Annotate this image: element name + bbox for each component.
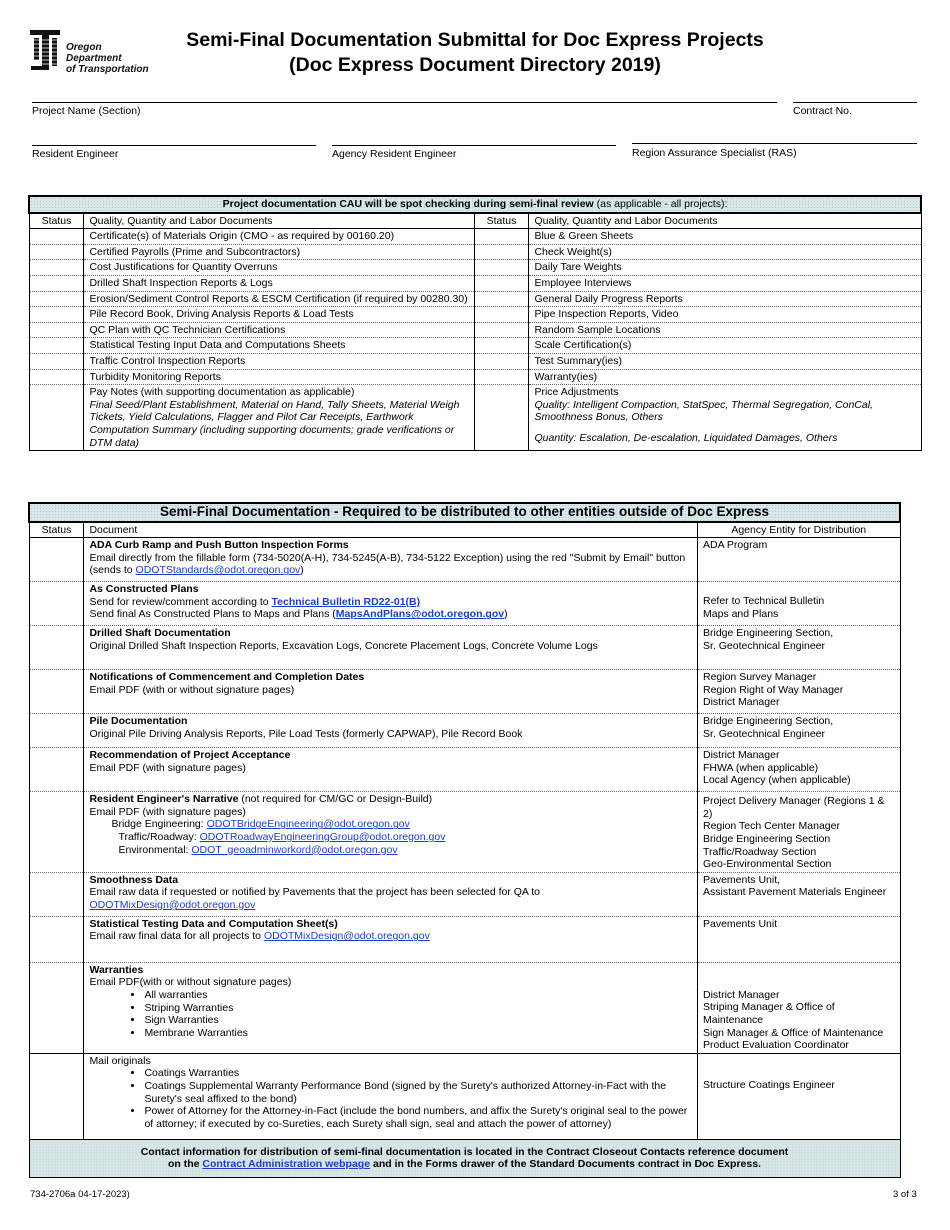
table-row (29, 748, 900, 792)
cau-spot-check-table (28, 195, 922, 451)
status-cell[interactable] (474, 260, 529, 276)
table-row (29, 275, 921, 291)
traffic-email-link[interactable]: ODOTRoadwayEngineeringGroup@odot.oregon.gov (199, 830, 446, 843)
doc-cell: Traffic Control Inspection Reports (84, 353, 474, 369)
entity-line: FHWA (when applicable) (703, 761, 819, 774)
agency-line-2: Department (66, 53, 122, 64)
cau-table-title-note: (as applicable - all projects): (593, 198, 728, 210)
narrative-title: Resident Engineer's Narrative (89, 793, 239, 806)
drilled-title: Drilled Shaft Documentation (89, 627, 231, 640)
status-cell[interactable] (29, 714, 84, 748)
title-line-2: (Doc Express Document Directory 2019) (289, 54, 661, 76)
status-cell[interactable] (29, 385, 84, 451)
status-cell[interactable] (29, 872, 84, 916)
recommend-line-1: Email PDF (with signature pages) (89, 761, 246, 774)
entity-line: Assistant Pavement Materials Engineer (703, 886, 887, 899)
status-cell[interactable] (29, 1053, 84, 1139)
mix-design-email-link[interactable]: ODOTMixDesign@odot.oregon.gov (263, 930, 430, 943)
doc-cell: Test Summary(ies) (529, 353, 921, 369)
doc-cell: Certificate(s) of Materials Origin (CMO - as required by 00160.20) (84, 229, 474, 245)
narrative-title-note: (not required for CM/GC or Design-Build) (238, 793, 433, 806)
status-cell[interactable] (474, 353, 529, 369)
status-column-header: Status (474, 213, 529, 229)
agency-line-3: of Transportation (66, 64, 149, 75)
price-adjustments-quality: Quality: Intelligent Compaction, StatSpec, Thermal Segregation, ConCal, Smoothness Bonus, Others (534, 398, 873, 424)
doc-cell: Pile Record Book, Driving Analysis Reports & Load Tests (84, 307, 474, 323)
entity-line: Bridge Engineering Section, (703, 715, 834, 728)
resident-engineer-line[interactable] (32, 145, 316, 146)
asbuilt-line-2-pre: Send final As Constructed Plans to Maps and Plans ( (89, 608, 336, 621)
drilled-line-1: Original Drilled Shaft Inspection Reports, Excavation Logs, Concrete Placement Logs, Concrete Volume Logs (89, 639, 598, 652)
entity-line: Sign Manager & Office of Maintenance (703, 1026, 884, 1039)
mail-line-1: Mail originals (89, 1054, 151, 1067)
ada-title: ADA Curb Ramp and Push Button Inspection Forms (89, 539, 349, 552)
table-row (29, 582, 900, 626)
status-cell[interactable] (29, 307, 84, 323)
doc-cell: Certified Payrolls (Prime and Subcontractors) (84, 244, 474, 260)
bridge-email-link[interactable]: ODOTBridgeEngineering@odot.oregon.gov (206, 818, 410, 831)
status-cell[interactable] (29, 244, 84, 260)
asbuilt-line-1-pre: Send for review/comment according to (89, 595, 272, 608)
ras-line[interactable] (632, 143, 917, 144)
doc-cell: General Daily Progress Reports (529, 291, 921, 307)
entity-line: Bridge Engineering Section (703, 832, 831, 845)
doc-cell (84, 962, 698, 1053)
status-cell[interactable] (474, 369, 529, 385)
entity-cell (698, 582, 901, 626)
status-cell[interactable] (474, 291, 529, 307)
narrative-bridge (89, 818, 692, 831)
entity-line: Project Delivery Manager (Regions 1 & 2) (703, 795, 885, 820)
agency-resident-engineer-label: Agency Resident Engineer (332, 148, 457, 160)
table-row (29, 626, 900, 670)
docs-column-header: Quality, Quantity and Labor Documents (84, 213, 474, 229)
doc-cell: Cost Justifications for Quantity Overruns (84, 260, 474, 276)
doc-cell: QC Plan with QC Technician Certifications (84, 322, 474, 338)
entity-line: District Manager (703, 988, 780, 1001)
status-column-header: Status (29, 213, 84, 229)
entity-line: Region Right of Way Manager (703, 683, 844, 696)
status-cell[interactable] (29, 369, 84, 385)
asbuilt-title: As Constructed Plans (89, 583, 199, 596)
table-row (29, 1053, 900, 1139)
entity-line: Structure Coatings Engineer (703, 1078, 835, 1091)
list-item: • Power of Attorney for the Attorney-in-Fact (include the bond numbers, and affix the Surety's original seal to the power of attorney; if executed by co-Sureties, each Surety shall sign, seal and attach the power of attorney) (144, 1105, 692, 1130)
footer-line-2-pre: on the (168, 1158, 203, 1171)
cau-table-header (29, 196, 921, 213)
status-cell[interactable] (29, 916, 84, 962)
list-item: • Coatings Warranties (144, 1067, 692, 1080)
narrative-line-1: Email PDF (with signature pages) (89, 805, 246, 818)
list-item: • Striping Warranties (144, 1002, 692, 1015)
doc-cell (84, 792, 698, 873)
doc-cell (84, 872, 698, 916)
status-cell[interactable] (474, 385, 529, 451)
contract-admin-link[interactable]: Contract Administration webpage (202, 1158, 371, 1171)
pay-notes-title: Pay Notes (with supporting documentation as applicable) (89, 386, 355, 399)
table-row (29, 338, 921, 354)
doc-cell: Turbidity Monitoring Reports (84, 369, 474, 385)
env-email-link[interactable]: ODOT_geoadminworkord@odot.oregon.gov (191, 843, 398, 856)
status-cell[interactable] (29, 792, 84, 873)
status-cell[interactable] (474, 322, 529, 338)
status-cell[interactable] (29, 582, 84, 626)
ras-label: Region Assurance Specialist (RAS) (632, 147, 797, 159)
doc-cell (84, 582, 698, 626)
status-cell[interactable] (29, 538, 84, 582)
table-row (29, 962, 900, 1053)
doc-cell (84, 538, 698, 582)
ada-email-link[interactable]: ODOTStandards@odot.oregon.gov (135, 564, 301, 577)
table-row (29, 353, 921, 369)
entity-cell: ADA Program (698, 538, 901, 582)
warranties-list (89, 989, 692, 1039)
doc-cell: Drilled Shaft Inspection Reports & Logs (84, 275, 474, 291)
status-cell[interactable] (29, 229, 84, 245)
cau-column-headers (29, 213, 921, 229)
document-column-header: Document (84, 522, 698, 538)
entity-line: Bridge Engineering Section, (703, 627, 834, 640)
warranties-title: Warranties (89, 963, 144, 976)
table-row (29, 385, 921, 451)
odot-logo-icon (30, 28, 64, 74)
table-row (29, 872, 900, 916)
project-name-label: Project Name (Section) (32, 105, 141, 117)
cau-table-title: Project documentation CAU will be spot checking during semi-final review (222, 198, 594, 210)
maps-and-plans-email-link[interactable]: MapsAndPlans@odot.oregon.gov (335, 608, 505, 621)
status-cell[interactable] (29, 322, 84, 338)
form-number: 734-2706a 04-17-2023) (30, 1189, 130, 1200)
table-row (29, 916, 900, 962)
entity-line: Traffic/Roadway Section (703, 845, 817, 858)
entity-line: District Manager (703, 749, 780, 762)
asbuilt-line-2 (89, 608, 692, 621)
distribution-footer (29, 1139, 900, 1177)
status-column-header: Status (29, 522, 84, 538)
entity-cell (698, 714, 901, 748)
entity-column-header: Agency Entity for Distribution (698, 522, 901, 538)
distribution-table-title: Semi-Final Documentation - Required to be distributed to other entities outside of Doc Express (29, 503, 900, 522)
mail-list (89, 1067, 692, 1130)
entity-line: Refer to Technical Bulletin (703, 595, 825, 608)
docs-column-header: Quality, Quantity and Labor Documents (529, 213, 921, 229)
env-label: Environmental: (118, 843, 192, 856)
doc-cell (84, 670, 698, 714)
distribution-table (28, 502, 901, 1178)
list-item: • All warranties (144, 989, 692, 1002)
doc-cell: Scale Certification(s) (529, 338, 921, 354)
footer-line-1: Contact information for distribution of semi-final documentation is located in the Contract Closeout Contacts reference document (140, 1145, 789, 1158)
status-cell[interactable] (29, 353, 84, 369)
entity-line: Region Tech Center Manager (703, 820, 840, 833)
status-cell[interactable] (29, 275, 84, 291)
table-row (29, 307, 921, 323)
entity-line: Maps and Plans (703, 607, 779, 620)
doc-cell: Daily Tare Weights (529, 260, 921, 276)
status-cell[interactable] (29, 748, 84, 792)
entity-line: District Manager (703, 696, 780, 709)
doc-cell: Erosion/Sediment Control Reports & ESCM Certification (if required by 00280.30) (84, 291, 474, 307)
table-row (29, 670, 900, 714)
pay-notes-detail: Final Seed/Plant Establishment, Material on Hand, Tally Sheets, Material Weigh Tickets, Yield Calculations, Flagger and Pilot Car Receipts, Earthwork Computation Summary (including supporting documents; grade verifications or DTM data) (89, 398, 460, 449)
price-adjustments-title: Price Adjustments (534, 386, 619, 399)
ada-line-2-post: ) (300, 564, 304, 577)
doc-cell: Blue & Green Sheets (529, 229, 921, 245)
notif-line-1: Email PDF (with or without signature pages) (89, 683, 295, 696)
table-row (29, 538, 900, 582)
table-row (29, 260, 921, 276)
traffic-label: Traffic/Roadway: (118, 830, 200, 843)
footer-line-2-post: and in the Forms drawer of the Standard Documents contract in Doc Express. (370, 1158, 761, 1171)
status-cell[interactable] (474, 307, 529, 323)
doc-cell: Pipe Inspection Reports, Video (529, 307, 921, 323)
entity-cell (698, 626, 901, 670)
status-cell[interactable] (474, 229, 529, 245)
bridge-label: Bridge Engineering: (111, 818, 207, 831)
status-cell[interactable] (474, 338, 529, 354)
entity-line: Striping Manager & Office of Maintenance (703, 1001, 835, 1026)
status-cell[interactable] (474, 275, 529, 291)
notif-title: Notifications of Commencement and Completion Dates (89, 671, 365, 684)
doc-cell (84, 626, 698, 670)
doc-cell (84, 1053, 698, 1139)
ada-line-2 (89, 564, 692, 577)
entity-line: Geo-Environmental Section (703, 858, 832, 871)
pile-line-1: Original Pile Driving Analysis Reports, Pile Load Tests (formerly CAPWAP), Pile Record Book (89, 727, 523, 740)
technical-bulletin-link[interactable]: Technical Bulletin RD22-01(B) (271, 595, 421, 608)
doc-cell (529, 385, 921, 451)
entity-cell (698, 1053, 901, 1139)
status-cell[interactable] (29, 291, 84, 307)
list-item: • Membrane Warranties (144, 1027, 692, 1040)
entity-line: Product Evaluation Coordinator (703, 1039, 849, 1052)
status-cell[interactable] (29, 626, 84, 670)
entity-line: Pavements Unit, (703, 873, 781, 886)
entity-cell: Pavements Unit (698, 916, 901, 962)
list-item: • Sign Warranties (144, 1014, 692, 1027)
recommend-title: Recommendation of Project Acceptance (89, 749, 291, 762)
entity-cell (698, 962, 901, 1053)
distribution-column-headers (29, 522, 900, 538)
stat-line-1 (89, 930, 692, 943)
table-row (29, 229, 921, 245)
table-row (29, 714, 900, 748)
entity-line: Sr. Geotechnical Engineer (703, 639, 825, 652)
doc-cell (84, 916, 698, 962)
mix-design-email-link[interactable]: ODOTMixDesign@odot.oregon.gov (89, 898, 256, 911)
project-name-line[interactable] (32, 102, 777, 103)
narrative-traffic (89, 831, 692, 844)
doc-cell: Random Sample Locations (529, 322, 921, 338)
entity-line: Region Survey Manager (703, 671, 817, 684)
title-line-1: Semi-Final Documentation Submittal for Doc Express Projects (186, 29, 764, 51)
ada-line-1: Email directly from the fillable form (734-5020(A-H), 734-5245(A-B), 734-5122 Exception) using the red "Submit by Email" button (89, 551, 686, 564)
doc-cell: Check Weight(s) (529, 244, 921, 260)
pile-title: Pile Documentation (89, 715, 188, 728)
status-cell[interactable] (474, 244, 529, 260)
resident-engineer-label: Resident Engineer (32, 148, 119, 160)
doc-cell: Statistical Testing Input Data and Computations Sheets (84, 338, 474, 354)
narrative-env (89, 844, 692, 857)
status-cell[interactable] (29, 338, 84, 354)
entity-cell (698, 872, 901, 916)
status-cell[interactable] (29, 670, 84, 714)
stat-title: Statistical Testing Data and Computation Sheet(s) (89, 917, 338, 930)
page-number: 3 of 3 (893, 1189, 917, 1200)
table-row (29, 792, 900, 873)
contract-no-line[interactable] (793, 102, 917, 103)
doc-cell: Employee Interviews (529, 275, 921, 291)
table-row (29, 369, 921, 385)
smooth-line-1 (89, 886, 692, 911)
entity-cell (698, 792, 901, 873)
table-row (29, 322, 921, 338)
asbuilt-line-2-post: ) (504, 608, 508, 621)
entity-cell (698, 748, 901, 792)
asbuilt-line-1 (89, 596, 692, 609)
contract-no-label: Contract No. (793, 105, 852, 117)
ada-line-2-pre: (sends to (89, 564, 136, 577)
agency-line-1: Oregon (66, 42, 102, 53)
status-cell[interactable] (29, 962, 84, 1053)
doc-cell: Warranty(ies) (529, 369, 921, 385)
entity-line: Sr. Geotechnical Engineer (703, 727, 825, 740)
smooth-line-1-pre: Email raw data if requested or notified by Pavements that the project has been selected for QA to (89, 886, 541, 899)
status-cell[interactable] (29, 260, 84, 276)
stat-line-1-pre: Email raw final data for all projects to (89, 930, 264, 943)
entity-line: Local Agency (when applicable) (703, 774, 851, 787)
table-row (29, 291, 921, 307)
smooth-title: Smoothness Data (89, 873, 179, 886)
footer-line-2 (35, 1158, 895, 1171)
doc-cell (84, 714, 698, 748)
agency-resident-engineer-line[interactable] (332, 145, 616, 146)
agency-name (66, 42, 149, 75)
list-item: • Coatings Supplemental Warranty Performance Bond (signed by the Surety's authorized Attorney-in-Fact with the Surety's seal affixed to the bond) (144, 1080, 692, 1105)
price-adjustments-quantity: Quantity: Escalation, De-escalation, Liquidated Damages, Others (534, 431, 838, 444)
table-row (29, 244, 921, 260)
doc-cell (84, 748, 698, 792)
warranties-line-1: Email PDF(with or without signature pages) (89, 976, 292, 989)
page-title (150, 28, 800, 78)
doc-cell (84, 385, 474, 451)
entity-cell (698, 670, 901, 714)
